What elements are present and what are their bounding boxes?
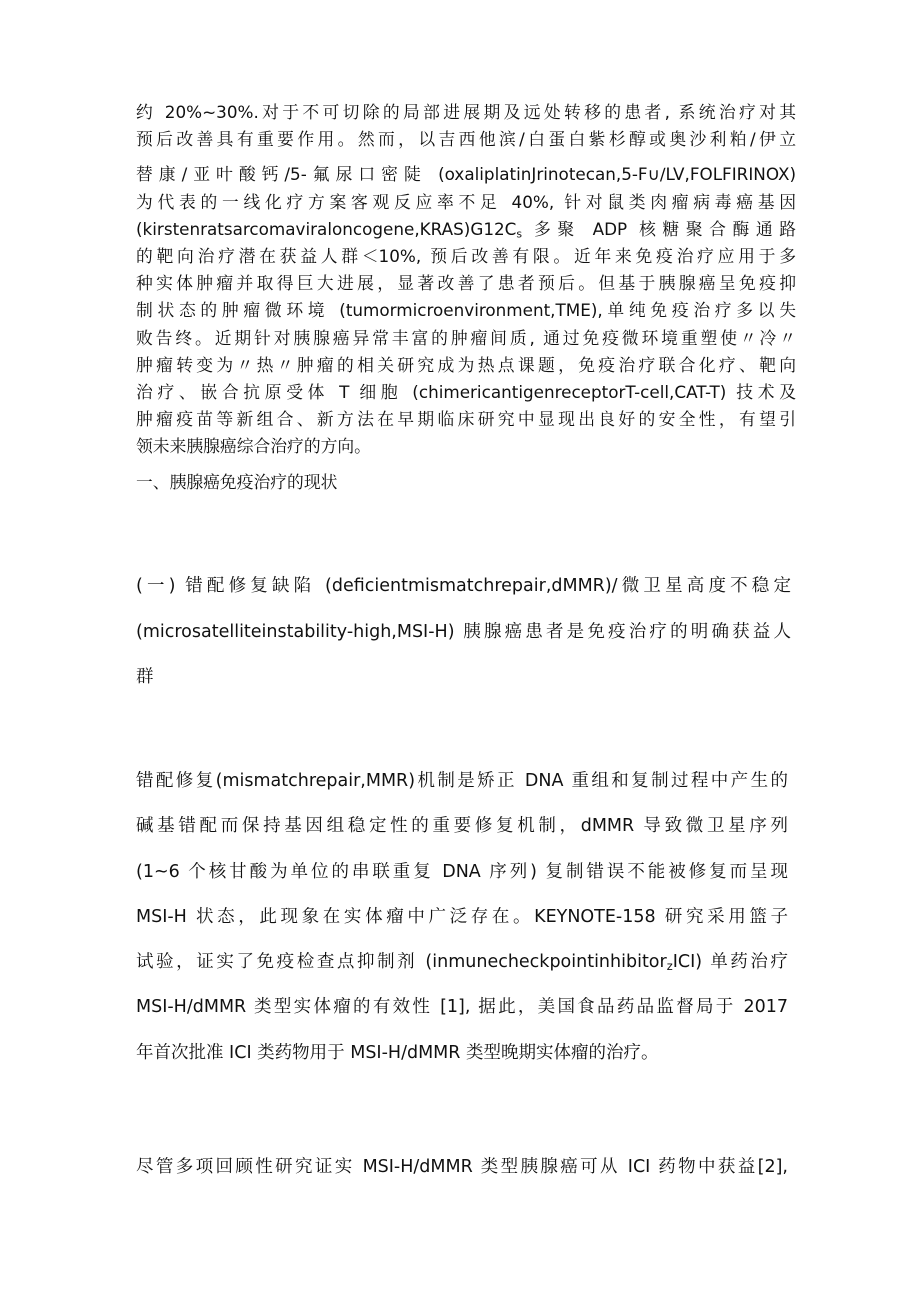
text-line: 种实体肿瘤并取得巨大进展，显著改善了患者预后。但基于胰腺癌呈免疫抑 — [136, 273, 796, 294]
section-heading: 一、胰腺癌免疫治疗的现状 — [136, 472, 338, 492]
text-line: 替康/亚叶酸钙/5-氟尿口密陡 (oxaliplatinJrinotecan,5-F∪∕LV,FOLFIRINOX) — [136, 164, 796, 185]
text-line: 群 — [136, 667, 154, 687]
subsection-heading — [136, 564, 791, 701]
kras-text: (kirstenratsarcomaviraloncogene,KRAS)G12C — [136, 218, 517, 239]
kras-tail: 多聚 ADP 核糖聚合酶通路 — [522, 218, 796, 239]
text-line: 年首次批准 ICI 类药物用于 MSI-H/dMMR 类型晚期实体瘤的治疗。 — [136, 1042, 659, 1063]
text-line: 的靶向治疗潜在获益人群＜10%, 预后改善有限。近年来免疫治疗应用于多 — [136, 246, 796, 267]
text-line-kras — [136, 216, 796, 243]
paragraph-mmr — [136, 759, 788, 1076]
kras-subscript: s — [516, 227, 523, 241]
paragraph-intro — [136, 99, 796, 461]
paragraph-retrospective — [136, 1145, 788, 1190]
text-line: 尽管多项回顾性研究证实 MSI-H/dMMR 类型胰腺癌可从 ICI 药物中获益[2], — [136, 1157, 788, 1177]
text-line: 预后改善具有重要作用。然而，以吉西他滨/白蛋白紫杉醇或奥沙利粕/伊立 — [136, 129, 796, 150]
text-line: MSI-H 状态，此现象在实体瘤中广泛存在。KEYNOTE-158 研究采用篮子 — [136, 906, 788, 927]
text-line: 约 20%~30%.对于不可切除的局部进展期及远处转移的患者, 系统治疗对其 — [136, 102, 796, 122]
text-line: (microsatelliteinstability-high,MSI-H) 胰腺癌患者是免疫治疗的明确获益人 — [136, 621, 791, 642]
text-line: (一) 错配修复缺陷 (deficientmismatchrepair,dMMR)/微卫星高度不稳定 — [136, 576, 791, 596]
text-line: 肿瘤转变为〃热〃肿瘤的相关研究成为热点课题，免疫治疗联合化疗、靶向 — [136, 354, 796, 375]
ici-subscript: z — [666, 959, 673, 974]
text-line: 碱基错配而保持基因组稳定性的重要修复机制，dMMR 导致微卫星序列 — [136, 816, 788, 837]
text-line: 治疗、嵌合抗原受体 T 细胞 (chimericantigenreceptorT-cell,CAT-T) 技术及 — [136, 382, 796, 403]
text-line: 制状态的肿瘤微环境 (tumormicroenvironment,TME),单纯免疫治疗多以失 — [136, 300, 796, 321]
text-line: MSI-H/dMMR 类型实体瘤的有效性 [1], 据此，美国食品药品监督局于 2017 — [136, 997, 788, 1018]
text-line: 错配修复(mismatchrepair,MMR)机制是矫正 DNA 重组和复制过程中产生的 — [136, 771, 788, 791]
text-line: 肿瘤疫苗等新组合、新方法在早期临床研究中显现出良好的安全性，有望引 — [136, 409, 796, 430]
ici-tail: ICI) 单药治疗 — [672, 952, 788, 973]
text-line: 败告终。近期针对胰腺癌异常丰富的肿瘤间质, 通过免疫微环境重塑使〃冷〃 — [136, 327, 796, 348]
text-line: 领未来胰腺癌综合治疗的方向。 — [136, 436, 371, 457]
text-line-ici — [136, 940, 788, 985]
text-line: 为代表的一线化疗方案客观反应率不足 40%, 针对鼠类肉瘤病毒癌基因 — [136, 191, 796, 212]
text-line: (1~6 个核甘酸为单位的串联重复 DNA 序列) 复制错误不能被修复而呈现 — [136, 861, 788, 882]
ici-text: 试验，证实了免疫检查点抑制剂 (inmunecheckpointinhibitor — [136, 952, 667, 973]
